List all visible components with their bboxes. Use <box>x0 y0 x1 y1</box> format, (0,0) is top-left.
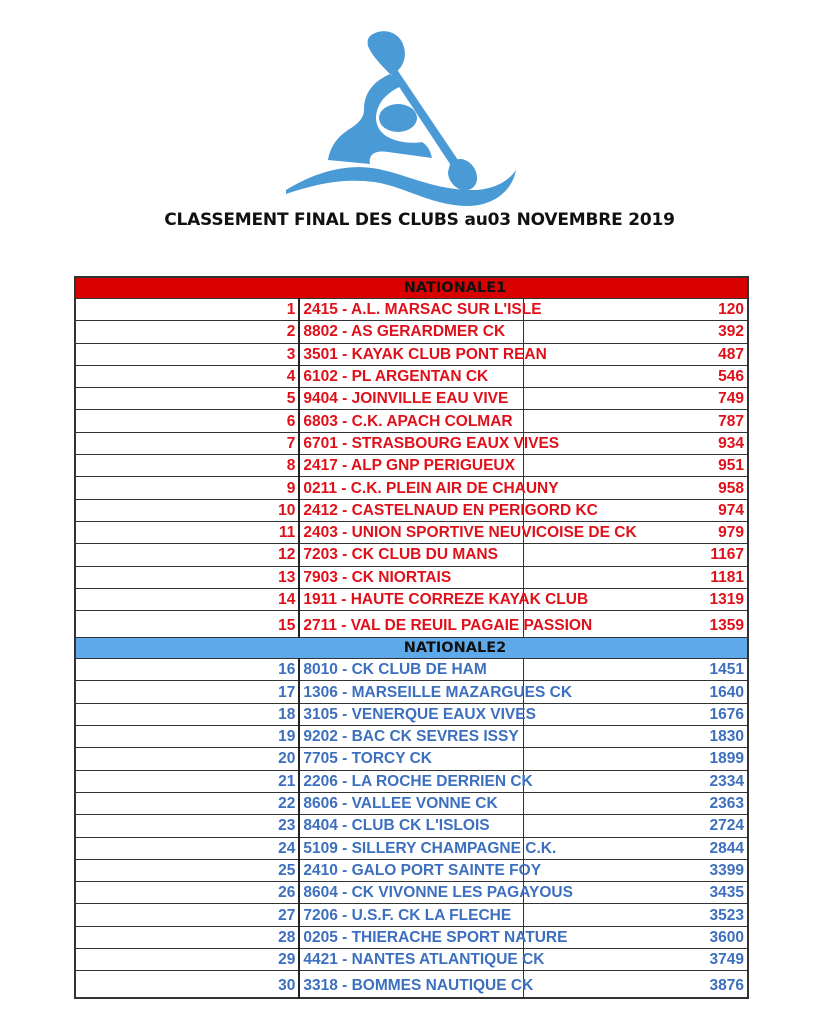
points-cell: 3523 <box>524 904 748 926</box>
points-cell: 3876 <box>524 971 748 999</box>
canoe-kayak-logo <box>272 14 532 194</box>
points-cell: 2334 <box>524 770 748 792</box>
table-row <box>75 566 748 588</box>
club-cell: 6102 - PL ARGENTAN CK <box>299 365 523 387</box>
table-row <box>75 882 748 904</box>
table-row <box>75 299 748 321</box>
rank-cell: 11 <box>75 521 299 543</box>
table-row <box>75 365 748 387</box>
section-header-nationale1 <box>75 277 748 299</box>
rank-cell: 30 <box>75 971 299 999</box>
rank-cell: 18 <box>75 703 299 725</box>
club-cell: 6701 - STRASBOURG EAUX VIVES <box>299 432 523 454</box>
club-cell: 2711 - VAL DE REUIL PAGAIE PASSION <box>299 611 523 638</box>
table-row <box>75 770 748 792</box>
points-cell: 951 <box>524 455 748 477</box>
club-cell: 8010 - CK CLUB DE HAM <box>299 659 523 681</box>
rank-cell: 29 <box>75 949 299 971</box>
points-cell: 392 <box>524 321 748 343</box>
page-title: CLASSEMENT FINAL DES CLUBS au03 NOVEMBRE 2019 <box>164 210 675 230</box>
table-row <box>75 499 748 521</box>
table-row <box>75 815 748 837</box>
club-cell: 7203 - CK CLUB DU MANS <box>299 544 523 566</box>
club-cell: 2415 - A.L. MARSAC SUR L'ISLE <box>299 299 523 321</box>
points-cell: 979 <box>524 521 748 543</box>
club-cell: 8606 - VALLEE VONNE CK <box>299 792 523 814</box>
table-row <box>75 792 748 814</box>
table-row <box>75 859 748 881</box>
points-cell: 2844 <box>524 837 748 859</box>
points-cell: 487 <box>524 343 748 365</box>
table-row <box>75 748 748 770</box>
points-cell: 3435 <box>524 882 748 904</box>
rank-cell: 8 <box>75 455 299 477</box>
points-cell: 974 <box>524 499 748 521</box>
club-cell: 4421 - NANTES ATLANTIQUE CK <box>299 949 523 971</box>
wave <box>286 167 516 206</box>
rank-cell: 12 <box>75 544 299 566</box>
club-cell: 3501 - KAYAK CLUB PONT REAN <box>299 343 523 365</box>
rank-cell: 7 <box>75 432 299 454</box>
points-cell: 1167 <box>524 544 748 566</box>
points-cell: 787 <box>524 410 748 432</box>
rank-cell: 26 <box>75 882 299 904</box>
table-row <box>75 343 748 365</box>
club-cell: 3105 - VENERQUE EAUX VIVES <box>299 703 523 725</box>
points-cell: 1359 <box>524 611 748 638</box>
section-label: NATIONALE1 <box>75 277 748 299</box>
club-cell: 0211 - C.K. PLEIN AIR DE CHAUNY <box>299 477 523 499</box>
table-row <box>75 388 748 410</box>
points-cell: 1319 <box>524 588 748 610</box>
club-cell: 9202 - BAC CK SEVRES ISSY <box>299 726 523 748</box>
club-cell: 1911 - HAUTE CORREZE KAYAK CLUB <box>299 588 523 610</box>
club-cell: 3318 - BOMMES NAUTIQUE CK <box>299 971 523 999</box>
section-label: NATIONALE2 <box>75 638 748 659</box>
table-row <box>75 926 748 948</box>
table-row <box>75 837 748 859</box>
rank-cell: 6 <box>75 410 299 432</box>
table-row <box>75 611 748 638</box>
points-cell: 1676 <box>524 703 748 725</box>
points-cell: 1640 <box>524 681 748 703</box>
rank-cell: 1 <box>75 299 299 321</box>
table-row <box>75 521 748 543</box>
club-cell: 2403 - UNION SPORTIVE NEUVICOISE DE CK <box>299 521 523 543</box>
table-row <box>75 659 748 681</box>
rank-cell: 21 <box>75 770 299 792</box>
club-cell: 7903 - CK NIORTAIS <box>299 566 523 588</box>
paddle-blade-top <box>368 31 405 74</box>
club-cell: 1306 - MARSEILLE MAZARGUES CK <box>299 681 523 703</box>
rank-cell: 17 <box>75 681 299 703</box>
club-cell: 2410 - GALO PORT SAINTE FOY <box>299 859 523 881</box>
section-header-nationale2 <box>75 638 748 659</box>
points-cell: 546 <box>524 365 748 387</box>
table-row <box>75 321 748 343</box>
points-cell: 1830 <box>524 726 748 748</box>
points-cell: 934 <box>524 432 748 454</box>
points-cell: 3399 <box>524 859 748 881</box>
points-cell: 1451 <box>524 659 748 681</box>
rank-cell: 9 <box>75 477 299 499</box>
table-row <box>75 432 748 454</box>
rank-cell: 20 <box>75 748 299 770</box>
table-row <box>75 971 748 999</box>
rank-cell: 23 <box>75 815 299 837</box>
points-cell: 120 <box>524 299 748 321</box>
table-row <box>75 726 748 748</box>
club-cell: 2206 - LA ROCHE DERRIEN CK <box>299 770 523 792</box>
club-cell: 8404 - CLUB CK L'ISLOIS <box>299 815 523 837</box>
paddle-blade-bottom <box>448 159 477 190</box>
club-cell: 7206 - U.S.F. CK LA FLECHE <box>299 904 523 926</box>
points-cell: 2724 <box>524 815 748 837</box>
points-cell: 958 <box>524 477 748 499</box>
club-ranking-table <box>74 276 749 999</box>
rank-cell: 14 <box>75 588 299 610</box>
points-cell: 1899 <box>524 748 748 770</box>
table-row <box>75 588 748 610</box>
rank-cell: 16 <box>75 659 299 681</box>
points-cell: 1181 <box>524 566 748 588</box>
rank-cell: 24 <box>75 837 299 859</box>
rank-cell: 13 <box>75 566 299 588</box>
club-cell: 2417 - ALP GNP PERIGUEUX <box>299 455 523 477</box>
club-cell: 2412 - CASTELNAUD EN PERIGORD KC <box>299 499 523 521</box>
table-row <box>75 681 748 703</box>
table-row <box>75 544 748 566</box>
rank-cell: 22 <box>75 792 299 814</box>
club-cell: 8604 - CK VIVONNE LES PAGAYOUS <box>299 882 523 904</box>
rank-cell: 25 <box>75 859 299 881</box>
table-row <box>75 455 748 477</box>
rank-cell: 27 <box>75 904 299 926</box>
rank-cell: 10 <box>75 499 299 521</box>
table-row <box>75 949 748 971</box>
table-row <box>75 703 748 725</box>
rank-cell: 2 <box>75 321 299 343</box>
club-cell: 9404 - JOINVILLE EAU VIVE <box>299 388 523 410</box>
points-cell: 749 <box>524 388 748 410</box>
points-cell: 3600 <box>524 926 748 948</box>
club-cell: 8802 - AS GERARDMER CK <box>299 321 523 343</box>
table-row <box>75 410 748 432</box>
rank-cell: 15 <box>75 611 299 638</box>
rank-cell: 28 <box>75 926 299 948</box>
table-row <box>75 904 748 926</box>
rank-cell: 19 <box>75 726 299 748</box>
points-cell: 2363 <box>524 792 748 814</box>
club-cell: 7705 - TORCY CK <box>299 748 523 770</box>
table-row <box>75 477 748 499</box>
rank-cell: 4 <box>75 365 299 387</box>
club-cell: 0205 - THIERACHE SPORT NATURE <box>299 926 523 948</box>
rank-cell: 5 <box>75 388 299 410</box>
club-cell: 5109 - SILLERY CHAMPAGNE C.K. <box>299 837 523 859</box>
points-cell: 3749 <box>524 949 748 971</box>
rank-cell: 3 <box>75 343 299 365</box>
paddler-head <box>379 104 417 132</box>
club-cell: 6803 - C.K. APACH COLMAR <box>299 410 523 432</box>
